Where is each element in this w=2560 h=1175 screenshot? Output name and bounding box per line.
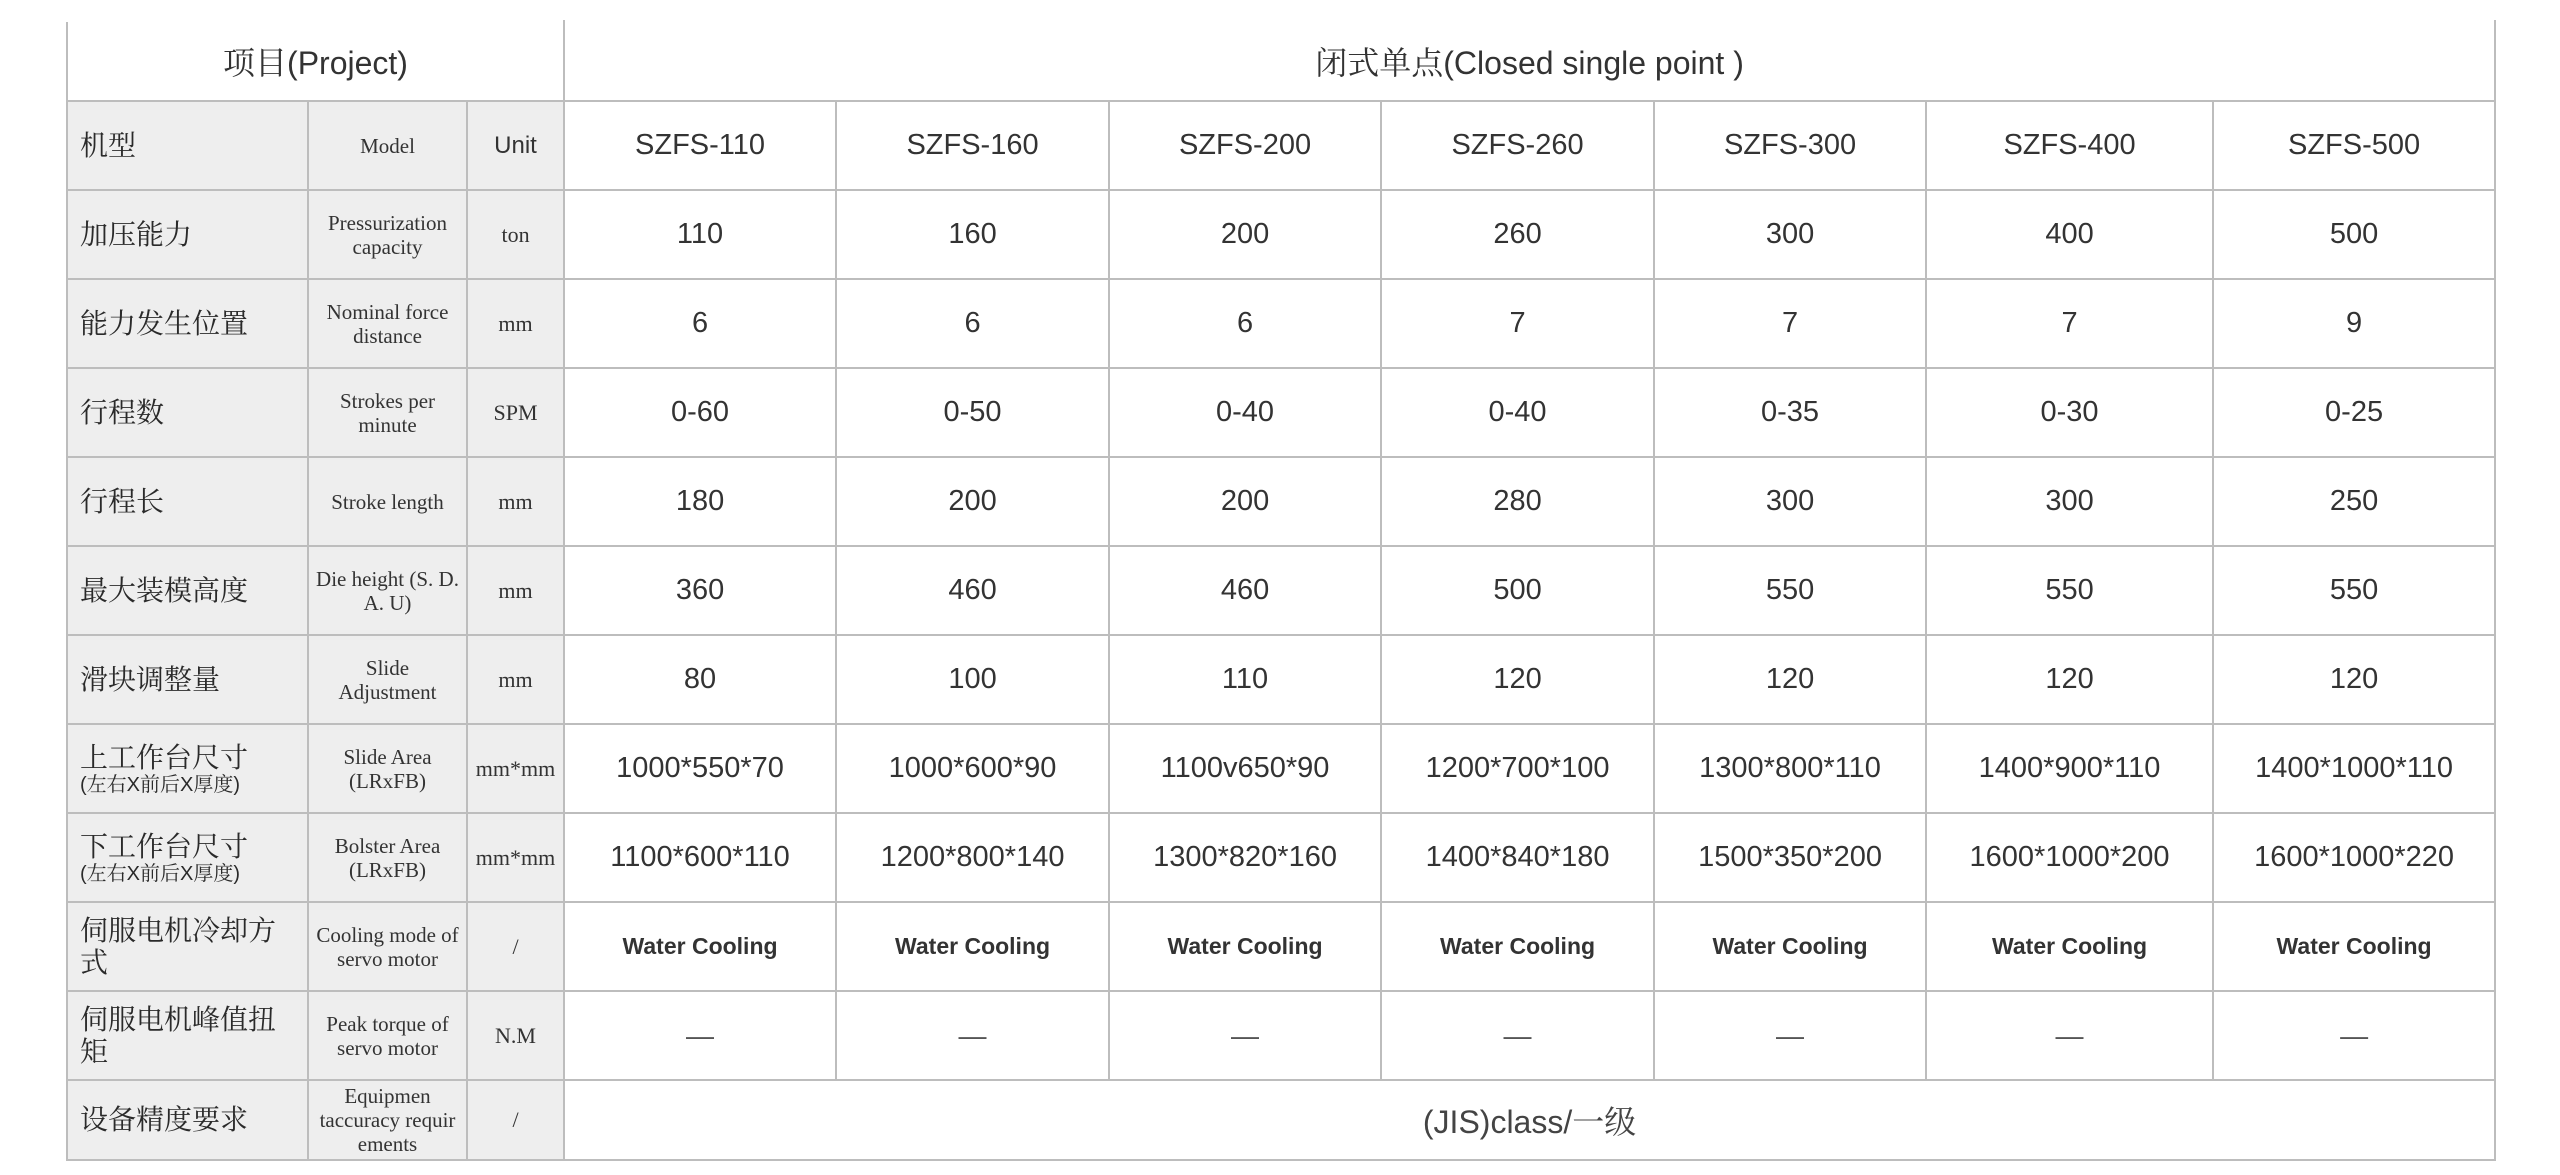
value-cell: 1100v650*90: [1109, 724, 1381, 813]
row-label-en: Nominal force distance: [308, 279, 467, 368]
value-cell: 6: [564, 279, 836, 368]
value-cell: 0-35: [1654, 368, 1926, 457]
value-cell: —: [564, 991, 836, 1080]
value-cell: 6: [836, 279, 1109, 368]
row-unit: mm*mm: [467, 724, 564, 813]
row-label-cn-text: 能力发生位置: [80, 307, 249, 339]
value-cell: 110: [564, 190, 836, 279]
row-label-cn: [67, 279, 308, 368]
value-cell: SZFS-200: [1109, 101, 1381, 190]
table-row: [67, 279, 2495, 368]
row-label-en: Peak torque of servo motor: [308, 991, 467, 1080]
value-cell: Water Cooling: [2213, 902, 2495, 991]
row-unit: /: [467, 902, 564, 991]
value-cell: 250: [2213, 457, 2495, 546]
value-cell: 550: [2213, 546, 2495, 635]
value-cell: 120: [1926, 635, 2213, 724]
row-label-en: Strokes per minute: [308, 368, 467, 457]
value-cell: 300: [1654, 457, 1926, 546]
value-cell: 260: [1381, 190, 1654, 279]
value-cell: Water Cooling: [1654, 902, 1926, 991]
closed-single-point-header: 闭式单点(Closed single point ): [564, 21, 2495, 101]
value-cell: 400: [1926, 190, 2213, 279]
value-cell: 460: [1109, 546, 1381, 635]
header-row: [67, 21, 2495, 101]
row-label-cn: [67, 991, 308, 1080]
row-label-cn: [67, 902, 308, 991]
row-label-cn: [67, 457, 308, 546]
row-label-cn-text: 行程数: [80, 396, 165, 428]
value-cell: 550: [1654, 546, 1926, 635]
row-unit: mm: [467, 457, 564, 546]
row-label-cn-text: 机型: [80, 129, 137, 161]
value-cell: —: [1654, 991, 1926, 1080]
row-label-cn: [67, 813, 308, 902]
value-cell: —: [836, 991, 1109, 1080]
row-label-cn: [67, 368, 308, 457]
table-row: [67, 991, 2495, 1080]
value-cell: 100: [836, 635, 1109, 724]
value-cell: —: [2213, 991, 2495, 1080]
row-unit: mm*mm: [467, 813, 564, 902]
value-cell: SZFS-260: [1381, 101, 1654, 190]
value-cell: 80: [564, 635, 836, 724]
value-cell: SZFS-300: [1654, 101, 1926, 190]
value-cell: 110: [1109, 635, 1381, 724]
row-label-en: Bolster Area (LRxFB): [308, 813, 467, 902]
table-row: [67, 724, 2495, 813]
value-cell: Water Cooling: [1926, 902, 2213, 991]
value-cell: —: [1926, 991, 2213, 1080]
value-cell: 160: [836, 190, 1109, 279]
table-row: [67, 635, 2495, 724]
table-row: [67, 813, 2495, 902]
row-label-en: Model: [308, 101, 467, 190]
row-label-cn-text: 设备精度要求: [80, 1104, 249, 1135]
value-cell: 200: [836, 457, 1109, 546]
value-cell: 120: [1654, 635, 1926, 724]
value-cell: 1600*1000*200: [1926, 813, 2213, 902]
row-label-en: Cooling mode of servo motor: [308, 902, 467, 991]
row-label-en: Die height (S. D. A. U): [308, 546, 467, 635]
row-label-en: Equipmen taccuracy requir ements: [308, 1080, 467, 1160]
value-cell: 1300*820*160: [1109, 813, 1381, 902]
row-label-cn-subtext: (左右X前后X厚度): [80, 773, 240, 796]
row-label-cn: [67, 546, 308, 635]
table-row: [67, 546, 2495, 635]
value-cell: Water Cooling: [1381, 902, 1654, 991]
value-cell: 120: [2213, 635, 2495, 724]
value-cell: Water Cooling: [564, 902, 836, 991]
value-cell: 1200*800*140: [836, 813, 1109, 902]
row-label-cn-text: 下工作台尺寸: [80, 830, 249, 862]
value-cell: 0-60: [564, 368, 836, 457]
row-unit: mm: [467, 635, 564, 724]
table-body: [67, 21, 2495, 1160]
row-label-cn: [67, 101, 308, 190]
row-unit: /: [467, 1080, 564, 1160]
row-unit: Unit: [467, 101, 564, 190]
value-cell: 1600*1000*220: [2213, 813, 2495, 902]
row-label-cn-text: 加压能力: [80, 218, 193, 250]
table-row: [67, 101, 2495, 190]
row-label-cn-text: 滑块调整量: [80, 663, 221, 695]
value-cell: 0-30: [1926, 368, 2213, 457]
spec-table: [66, 20, 2496, 1161]
row-label-en: Pressurization capacity: [308, 190, 467, 279]
value-cell: 1400*840*180: [1381, 813, 1654, 902]
row-label-en: Slide Adjustment: [308, 635, 467, 724]
value-cell: 7: [1926, 279, 2213, 368]
value-cell: SZFS-110: [564, 101, 836, 190]
row-label-cn-text: 上工作台尺寸: [80, 741, 249, 773]
value-cell: 500: [2213, 190, 2495, 279]
value-cell: 300: [1654, 190, 1926, 279]
value-cell: Water Cooling: [836, 902, 1109, 991]
row-label-cn-subtext: (左右X前后X厚度): [80, 862, 240, 885]
row-label-cn-text: 最大装模高度: [80, 574, 249, 606]
value-cell: 300: [1926, 457, 2213, 546]
value-cell: 280: [1381, 457, 1654, 546]
row-label-cn-text: 行程长: [80, 485, 165, 517]
value-cell: 1300*800*110: [1654, 724, 1926, 813]
value-cell: 1200*700*100: [1381, 724, 1654, 813]
value-cell: SZFS-400: [1926, 101, 2213, 190]
value-cell: SZFS-160: [836, 101, 1109, 190]
row-unit: mm: [467, 279, 564, 368]
value-cell: Water Cooling: [1109, 902, 1381, 991]
value-cell: 1000*600*90: [836, 724, 1109, 813]
value-cell: 500: [1381, 546, 1654, 635]
value-cell: 1000*550*70: [564, 724, 836, 813]
row-label-cn: [67, 724, 308, 813]
value-cell: 550: [1926, 546, 2213, 635]
value-cell: 200: [1109, 190, 1381, 279]
value-cell: 6: [1109, 279, 1381, 368]
value-cell: 460: [836, 546, 1109, 635]
row-label-cn: [67, 190, 308, 279]
value-cell: 0-50: [836, 368, 1109, 457]
value-cell: SZFS-500: [2213, 101, 2495, 190]
value-cell: 180: [564, 457, 836, 546]
row-label-cn: [67, 635, 308, 724]
table-row: [67, 902, 2495, 991]
value-cell: 1500*350*200: [1654, 813, 1926, 902]
row-unit: N.M: [467, 991, 564, 1080]
row-unit: ton: [467, 190, 564, 279]
row-label-en: Slide Area (LRxFB): [308, 724, 467, 813]
accuracy-value: (JIS)class/一级: [564, 1080, 2495, 1160]
table-row: [67, 368, 2495, 457]
value-cell: 360: [564, 546, 836, 635]
row-label-en: Stroke length: [308, 457, 467, 546]
value-cell: 0-40: [1381, 368, 1654, 457]
row-unit: mm: [467, 546, 564, 635]
row-label-cn-text: 伺服电机冷却方式: [80, 914, 277, 978]
row-label-cn-text: 伺服电机峰值扭矩: [80, 1003, 277, 1067]
value-cell: 7: [1654, 279, 1926, 368]
table-row: [67, 457, 2495, 546]
table-row: [67, 190, 2495, 279]
value-cell: 9: [2213, 279, 2495, 368]
value-cell: 0-40: [1109, 368, 1381, 457]
row-unit: SPM: [467, 368, 564, 457]
value-cell: 1400*1000*110: [2213, 724, 2495, 813]
value-cell: 200: [1109, 457, 1381, 546]
row-label-cn: [67, 1080, 308, 1160]
project-header: 项目(Project): [67, 21, 564, 101]
value-cell: —: [1381, 991, 1654, 1080]
value-cell: 1400*900*110: [1926, 724, 2213, 813]
value-cell: 7: [1381, 279, 1654, 368]
value-cell: 120: [1381, 635, 1654, 724]
value-cell: —: [1109, 991, 1381, 1080]
value-cell: 1100*600*110: [564, 813, 836, 902]
value-cell: 0-25: [2213, 368, 2495, 457]
table-row: [67, 1080, 2495, 1160]
